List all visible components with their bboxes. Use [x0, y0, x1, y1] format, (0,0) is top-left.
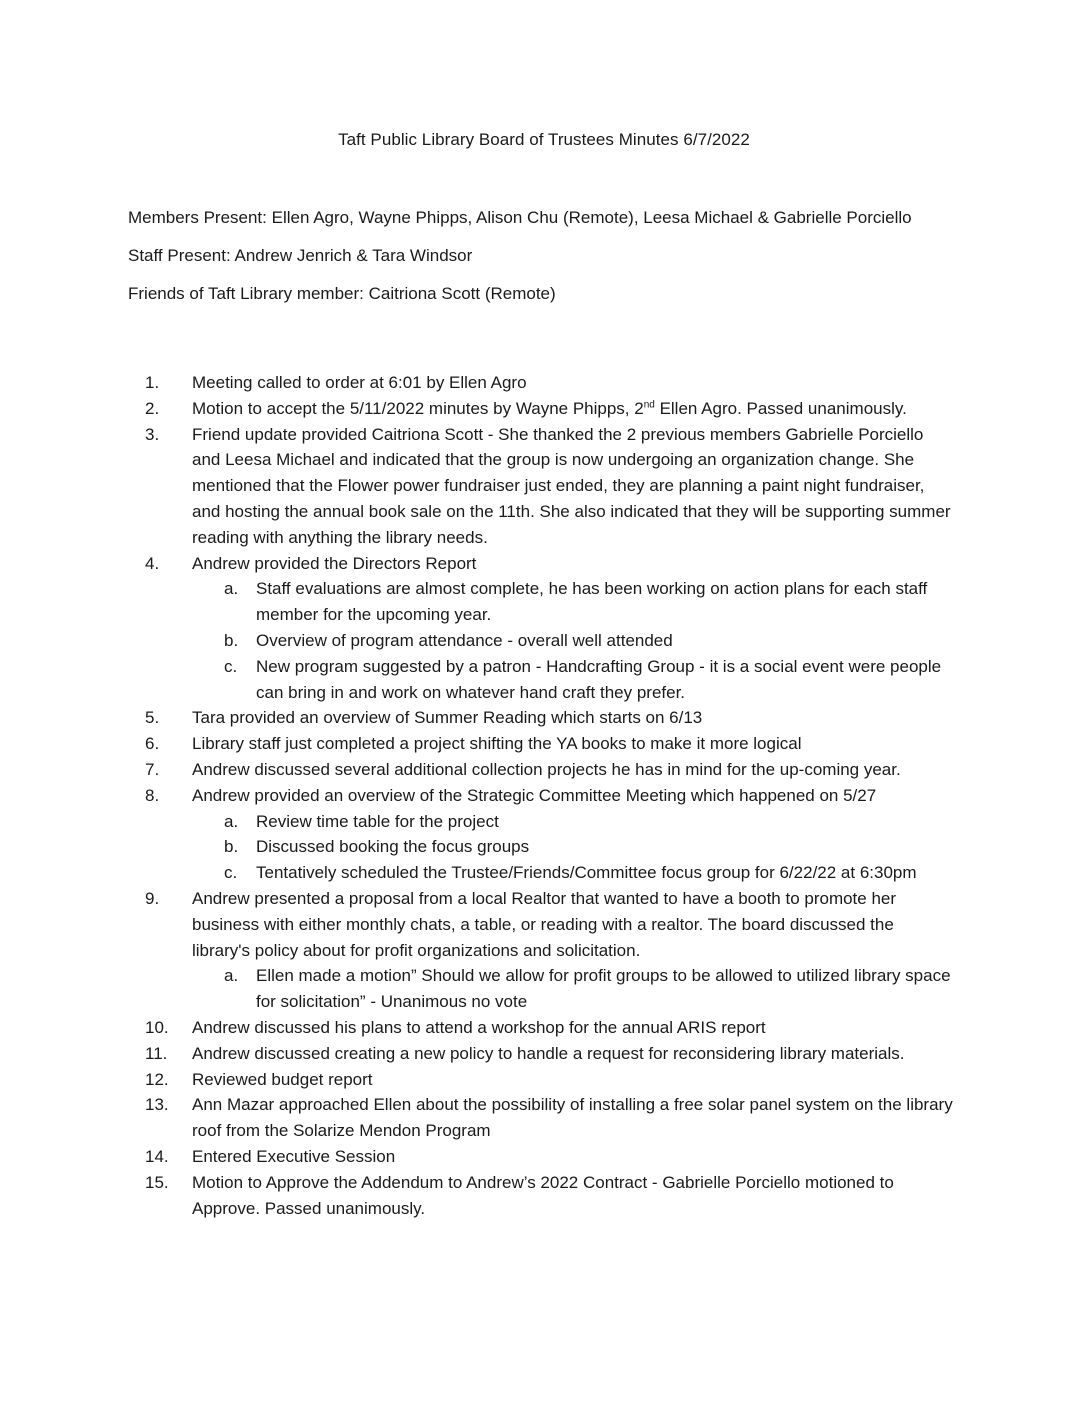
list-item — [145, 731, 955, 757]
list-item — [145, 551, 955, 706]
sub-item-letter: c. — [224, 656, 238, 676]
item-number: 11. — [145, 1043, 168, 1063]
item-text: Andrew discussed his plans to attend a workshop for the annual ARIS report — [192, 1017, 766, 1037]
sub-list-item — [192, 860, 955, 886]
item-number: 9. — [145, 888, 160, 908]
item-number: 14. — [145, 1146, 169, 1166]
sub-item-letter: b. — [224, 837, 239, 857]
staff-present: Staff Present: Andrew Jenrich & Tara Windsor — [128, 246, 473, 265]
item-number: 6. — [145, 734, 160, 754]
sub-list-item — [192, 834, 955, 860]
item-text: Friend update provided Caitriona Scott - She thanked the 2 previous members Gabrielle Porciello and Leesa Michael and indicated that the group is now undergoing an organization change. She mentioned that the Flower power fundraiser just ended, they are planning a paint night fundraiser, and hosting the annual book sale on the 11th. She also indicated that they will be supporting summer reading with anything the library needs. — [192, 424, 951, 547]
item-text: Ann Mazar approached Ellen about the possibility of installing a free solar panel system on the library roof from the Solarize Mendon Program — [192, 1095, 953, 1141]
sub-list-item — [192, 576, 955, 628]
item-number: 3. — [145, 424, 160, 444]
item-text: Andrew provided an overview of the Strategic Committee Meeting which happened on 5/27 — [192, 785, 877, 805]
item-text-part: Motion to accept the 5/11/2022 minutes by Wayne Phipps, 2 — [192, 398, 644, 418]
sub-list — [192, 576, 955, 705]
list-item — [145, 783, 955, 886]
sub-item-letter: a. — [224, 966, 239, 986]
list-item — [145, 757, 955, 783]
item-text: Andrew provided the Directors Report — [192, 553, 477, 573]
item-text: Andrew presented a proposal from a local Realtor that wanted to have a booth to promote her business with either monthly chats, a table, or reading with a realtor. The board discussed the library's policy about for profit organizations and solicitation. — [192, 888, 897, 960]
item-number: 12. — [145, 1069, 169, 1089]
friends-member: Friends of Taft Library member: Caitriona Scott (Remote) — [128, 284, 556, 303]
item-text: Entered Executive Session — [192, 1146, 396, 1166]
sub-list-item — [192, 809, 955, 835]
sub-item-letter: a. — [224, 579, 239, 599]
item-text: Reviewed budget report — [192, 1069, 373, 1089]
page-title: Taft Public Library Board of Trustees Minutes 6/7/2022 — [338, 130, 750, 149]
sub-item-letter: b. — [224, 630, 239, 650]
attendance-block — [128, 208, 988, 322]
sub-item-text: Review time table for the project — [256, 811, 499, 831]
list-item — [145, 1041, 955, 1067]
item-number: 5. — [145, 708, 160, 728]
sub-item-text: Staff evaluations are almost complete, he has been working on action plans for each staff member for the upcoming year. — [256, 579, 928, 625]
item-number: 2. — [145, 398, 160, 418]
list-item — [145, 1067, 955, 1093]
list-item — [145, 396, 955, 422]
sub-list-item — [192, 628, 955, 654]
sub-item-text: New program suggested by a patron - Handcrafting Group - it is a social event were people can bring in and work on whatever hand craft they prefer. — [256, 656, 942, 702]
members-present: Members Present: Ellen Agro, Wayne Phipps, Alison Chu (Remote), Leesa Michael & Gabrielle Porciello — [128, 208, 912, 227]
sub-list — [192, 963, 955, 1015]
item-text: Andrew discussed creating a new policy to handle a request for reconsidering library materials. — [192, 1043, 905, 1063]
item-number: 1. — [145, 373, 160, 392]
list-item — [145, 422, 955, 551]
item-number: 10. — [145, 1017, 169, 1037]
sub-item-letter: a. — [224, 811, 239, 831]
sub-item-text: Tentatively scheduled the Trustee/Friends/Committee focus group for 6/22/22 at 6:30pm — [256, 863, 917, 883]
sub-list-item — [192, 963, 955, 1015]
sub-item-letter: c. — [224, 863, 238, 883]
item-number: 4. — [145, 553, 160, 573]
sub-item-text: Ellen made a motion” Should we allow for profit groups to be allowed to utilized library space for solicitation” - Unanimous no vote — [256, 966, 951, 1012]
item-number: 13. — [145, 1095, 169, 1115]
list-item — [145, 705, 955, 731]
list-item — [145, 1170, 955, 1222]
sub-item-text: Overview of program attendance - overall well attended — [256, 630, 673, 650]
minutes-list — [145, 370, 955, 1221]
sub-list — [192, 809, 955, 886]
item-text: Library staff just completed a project shifting the YA books to make it more logical — [192, 734, 802, 754]
list-item — [145, 1144, 955, 1170]
item-number: 15. — [145, 1172, 169, 1192]
sub-list-item — [192, 654, 955, 706]
item-text: Andrew discussed several additional collection projects he has in mind for the up-coming year. — [192, 759, 901, 779]
list-item — [145, 1015, 955, 1041]
item-number: 7. — [145, 759, 160, 779]
sub-item-text: Discussed booking the focus groups — [256, 837, 530, 857]
item-text: Motion to Approve the Addendum to Andrew’s 2022 Contract - Gabrielle Porciello motioned to Approve. Passed unanimously. — [192, 1172, 894, 1218]
item-text-part: Ellen Agro. Passed unanimously. — [654, 398, 907, 418]
list-item — [145, 1092, 955, 1144]
list-item — [145, 370, 955, 396]
item-text: Tara provided an overview of Summer Reading which starts on 6/13 — [192, 708, 703, 728]
list-item — [145, 886, 955, 1015]
item-number: 8. — [145, 785, 160, 805]
item-text — [192, 399, 907, 418]
item-text: Meeting called to order at 6:01 by Ellen Agro — [192, 373, 527, 392]
ordinal-suffix: nd — [643, 399, 655, 411]
